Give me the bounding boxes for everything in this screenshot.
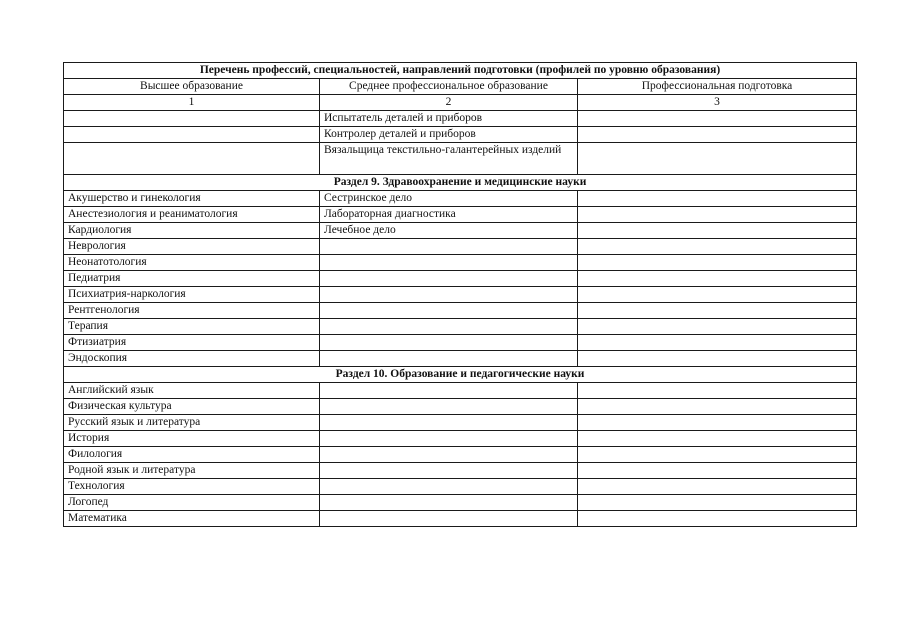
table-cell <box>578 335 857 351</box>
table-cell <box>320 431 578 447</box>
table-row <box>64 303 857 319</box>
section-title-education: Раздел 10. Образование и педагогические науки <box>64 367 857 383</box>
table-cell: Неонатотология <box>64 255 320 271</box>
column-number-2: 2 <box>320 95 578 111</box>
table-cell <box>320 415 578 431</box>
column-header-secondary-vocational: Среднее профессиональное образование <box>320 79 578 95</box>
table-cell: Терапия <box>64 319 320 335</box>
table-cell: Филология <box>64 447 320 463</box>
table-row <box>64 415 857 431</box>
table-row <box>64 479 857 495</box>
document-page <box>63 62 856 527</box>
table-cell <box>320 319 578 335</box>
table-cell: История <box>64 431 320 447</box>
table-row <box>64 351 857 367</box>
table-cell: Контролер деталей и приборов <box>320 127 578 143</box>
table-row <box>64 255 857 271</box>
table-title: Перечень профессий, специальностей, направлений подготовки (профилей по уровню образования) <box>64 63 857 79</box>
table-cell <box>320 511 578 527</box>
table-cell <box>578 431 857 447</box>
table-row <box>64 111 857 127</box>
table-cell: Кардиология <box>64 223 320 239</box>
table-row <box>64 399 857 415</box>
table-cell: Английский язык <box>64 383 320 399</box>
table-cell <box>578 511 857 527</box>
table-cell: Технология <box>64 479 320 495</box>
table-cell: Акушерство и гинекология <box>64 191 320 207</box>
table-cell <box>578 319 857 335</box>
table-cell: Русский язык и литература <box>64 415 320 431</box>
table-cell <box>320 303 578 319</box>
table-cell <box>320 495 578 511</box>
column-header-row <box>64 79 857 95</box>
table-cell <box>578 399 857 415</box>
table-cell: Анестезиология и реаниматология <box>64 207 320 223</box>
section-title-healthcare: Раздел 9. Здравоохранение и медицинские науки <box>64 175 857 191</box>
table-row <box>64 447 857 463</box>
table-cell <box>578 351 857 367</box>
table-row <box>64 335 857 351</box>
table-cell <box>320 383 578 399</box>
table-cell <box>578 415 857 431</box>
table-cell <box>578 479 857 495</box>
table-cell: Родной язык и литература <box>64 463 320 479</box>
table-title-row <box>64 63 857 79</box>
table-cell: Неврология <box>64 239 320 255</box>
table-cell <box>64 111 320 127</box>
table-cell: Фтизиатрия <box>64 335 320 351</box>
table-cell <box>320 335 578 351</box>
table-cell <box>320 399 578 415</box>
column-number-row <box>64 95 857 111</box>
column-header-higher-education: Высшее образование <box>64 79 320 95</box>
table-cell <box>578 207 857 223</box>
table-cell <box>578 303 857 319</box>
table-cell <box>320 479 578 495</box>
table-row <box>64 191 857 207</box>
table-cell: Лабораторная диагностика <box>320 207 578 223</box>
table-cell: Сестринское дело <box>320 191 578 207</box>
table-cell <box>578 127 857 143</box>
table-cell <box>578 111 857 127</box>
table-cell <box>578 287 857 303</box>
table-row <box>64 143 857 175</box>
table-cell <box>578 271 857 287</box>
table-row <box>64 207 857 223</box>
table-row <box>64 127 857 143</box>
table-cell <box>320 351 578 367</box>
table-cell: Испытатель деталей и приборов <box>320 111 578 127</box>
table-cell: Психиатрия-наркология <box>64 287 320 303</box>
professions-table <box>63 62 857 527</box>
table-row <box>64 239 857 255</box>
table-cell: Рентгенология <box>64 303 320 319</box>
table-cell <box>320 271 578 287</box>
table-cell <box>578 143 857 175</box>
table-cell <box>578 447 857 463</box>
table-cell <box>64 127 320 143</box>
table-cell <box>320 447 578 463</box>
table-row <box>64 431 857 447</box>
table-cell: Лечебное дело <box>320 223 578 239</box>
table-cell <box>578 495 857 511</box>
section-header-row <box>64 175 857 191</box>
table-cell <box>578 463 857 479</box>
table-cell <box>320 255 578 271</box>
column-number-3: 3 <box>578 95 857 111</box>
table-cell <box>320 463 578 479</box>
table-cell <box>578 191 857 207</box>
table-cell: Эндоскопия <box>64 351 320 367</box>
table-cell <box>578 383 857 399</box>
table-cell: Педиатрия <box>64 271 320 287</box>
section-header-row <box>64 367 857 383</box>
table-cell: Физическая культура <box>64 399 320 415</box>
table-cell: Логопед <box>64 495 320 511</box>
table-row <box>64 271 857 287</box>
table-cell <box>578 223 857 239</box>
table-cell: Вязальщица текстильно-галантерейных изделий <box>320 143 578 175</box>
table-row <box>64 495 857 511</box>
column-header-vocational-training: Профессиональная подготовка <box>578 79 857 95</box>
table-cell <box>578 239 857 255</box>
table-cell <box>64 143 320 175</box>
table-cell <box>320 239 578 255</box>
table-row <box>64 383 857 399</box>
table-cell <box>578 255 857 271</box>
table-cell: Математика <box>64 511 320 527</box>
table-row <box>64 463 857 479</box>
column-number-1: 1 <box>64 95 320 111</box>
table-cell <box>320 287 578 303</box>
table-row <box>64 287 857 303</box>
table-row <box>64 511 857 527</box>
table-row <box>64 223 857 239</box>
table-row <box>64 319 857 335</box>
